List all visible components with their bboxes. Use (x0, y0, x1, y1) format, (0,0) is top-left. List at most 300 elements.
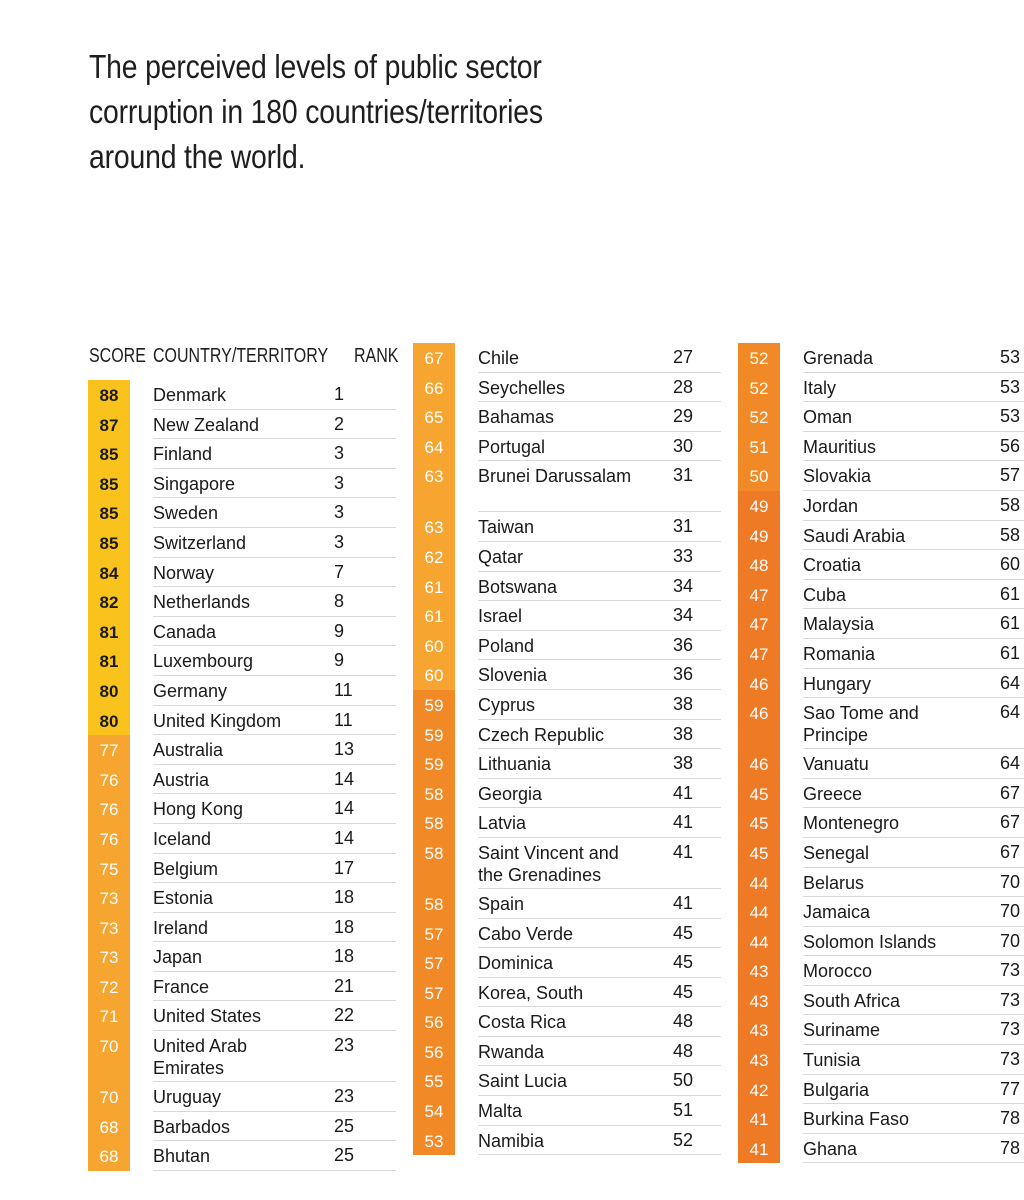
table-row (88, 439, 396, 469)
table-row (738, 343, 1024, 373)
rank-cell: 41 (673, 841, 694, 862)
rank-cell: 22 (334, 1005, 355, 1026)
country-name: Solomon Islands (803, 931, 937, 952)
rank-cell: 45 (673, 952, 694, 973)
rank-cell: 38 (673, 723, 694, 744)
table-row (88, 646, 396, 676)
rank-cell: 61 (1000, 583, 1021, 604)
table-row (88, 942, 396, 972)
rank-cell: 14 (334, 798, 355, 819)
score-cell: 50 (738, 461, 780, 491)
country-cell (803, 698, 1024, 749)
country-name: Qatar (478, 546, 524, 567)
country-cell (803, 868, 1024, 898)
country-name: Uruguay (153, 1087, 222, 1108)
rank-cell: 52 (673, 1129, 694, 1150)
score-cell: 43 (738, 1045, 780, 1075)
rank-cell: 30 (673, 435, 694, 456)
rank-cell: 41 (673, 812, 694, 833)
country-name: Croatia (803, 555, 862, 576)
table-row (88, 1001, 396, 1031)
rank-cell: 70 (1000, 930, 1021, 951)
rank-cell: 23 (334, 1035, 355, 1056)
table-row (413, 948, 721, 978)
country-name: Slovakia (803, 466, 872, 487)
score-cell: 73 (88, 942, 130, 972)
country-name: Sweden (153, 503, 219, 524)
country-cell (803, 956, 1024, 986)
table-row (413, 432, 721, 462)
table-row (738, 639, 1024, 669)
score-cell: 57 (413, 948, 455, 978)
score-cell: 60 (413, 660, 455, 690)
rank-cell: 64 (1000, 753, 1021, 774)
rank-header: RANK (354, 345, 399, 367)
country-cell (803, 1015, 1024, 1045)
score-cell: 76 (88, 794, 130, 824)
table-row (738, 580, 1024, 610)
country-name: Montenegro (803, 813, 900, 834)
rank-cell: 67 (1000, 812, 1021, 833)
score-cell: 62 (413, 542, 455, 572)
table-row (88, 706, 396, 736)
country-name: Slovenia (478, 665, 548, 686)
country-name: Oman (803, 407, 853, 428)
rank-cell: 67 (1000, 841, 1021, 862)
country-name: Brunei Darussalam (478, 466, 632, 487)
rank-cell: 23 (334, 1086, 355, 1107)
score-cell: 85 (88, 469, 130, 499)
table-row (88, 765, 396, 795)
country-cell (803, 491, 1024, 521)
table-row (413, 631, 721, 661)
table-row (738, 838, 1024, 868)
score-cell: 68 (88, 1112, 130, 1142)
rank-cell: 77 (1000, 1078, 1021, 1099)
country-name: Malta (478, 1101, 523, 1122)
table-row (738, 1134, 1024, 1164)
rank-cell: 45 (673, 981, 694, 1002)
table-row (738, 897, 1024, 927)
country-name: Malaysia (803, 614, 875, 635)
score-cell: 57 (413, 919, 455, 949)
rank-cell: 2 (334, 413, 345, 434)
rank-cell: 67 (1000, 782, 1021, 803)
score-cell: 43 (738, 986, 780, 1016)
country-name: Italy (803, 377, 837, 398)
country-cell (803, 402, 1024, 432)
country-cell (803, 580, 1024, 610)
score-cell: 44 (738, 927, 780, 957)
rank-cell: 28 (673, 376, 694, 397)
rank-cell: 41 (673, 782, 694, 803)
rank-cell: 53 (1000, 406, 1021, 427)
rank-cell: 53 (1000, 347, 1021, 367)
score-cell: 64 (413, 432, 455, 462)
country-name: Canada (153, 621, 217, 642)
table-row (88, 972, 396, 1002)
country-cell (803, 550, 1024, 580)
country-name: Costa Rica (478, 1012, 567, 1033)
score-cell: 65 (413, 402, 455, 432)
country-cell (803, 609, 1024, 639)
table-row (413, 461, 721, 512)
country-name: Cuba (803, 584, 847, 605)
rank-cell: 36 (673, 664, 694, 685)
score-cell: 81 (88, 617, 130, 647)
score-cell: 63 (413, 461, 455, 512)
country-name: Cyprus (478, 694, 536, 715)
rank-cell: 9 (334, 650, 345, 671)
table-row (413, 690, 721, 720)
country-name: Grenada (803, 348, 874, 368)
rank-cell: 31 (673, 516, 694, 537)
country-name: Namibia (478, 1130, 545, 1151)
country-name: Australia (153, 740, 224, 761)
score-cell: 81 (88, 646, 130, 676)
table-row (413, 838, 721, 889)
score-cell: 44 (738, 868, 780, 898)
table-row (413, 402, 721, 432)
table-row (413, 343, 721, 373)
country-name: United Kingdom (153, 710, 282, 731)
table-row (738, 1075, 1024, 1105)
table-row (413, 660, 721, 690)
country-cell (803, 461, 1024, 491)
score-cell: 53 (413, 1126, 455, 1156)
score-cell: 56 (413, 1007, 455, 1037)
rank-cell: 48 (673, 1040, 694, 1061)
table-row (413, 808, 721, 838)
score-cell: 45 (738, 779, 780, 809)
country-name: Seychelles (478, 377, 566, 398)
country-name: Switzerland (153, 532, 247, 553)
table-row (413, 1007, 721, 1037)
table-row (88, 883, 396, 913)
table-row (738, 550, 1024, 580)
table-row (88, 676, 396, 706)
table-row (738, 927, 1024, 957)
table-row (738, 402, 1024, 432)
table-row (738, 669, 1024, 699)
country-cell (803, 838, 1024, 868)
country-cell (803, 779, 1024, 809)
table-row (738, 779, 1024, 809)
score-cell: 77 (88, 735, 130, 765)
table-row (88, 1031, 396, 1082)
rank-cell: 18 (334, 946, 355, 967)
score-cell: 75 (88, 854, 130, 884)
country-name: France (153, 976, 210, 997)
table-row (88, 528, 396, 558)
table-row (413, 919, 721, 949)
score-cell: 52 (738, 373, 780, 403)
table-row (88, 1112, 396, 1142)
score-cell: 85 (88, 498, 130, 528)
score-cell: 80 (88, 676, 130, 706)
table-row (738, 1015, 1024, 1045)
score-cell: 71 (88, 1001, 130, 1031)
score-cell: 59 (413, 720, 455, 750)
country-cell (803, 521, 1024, 551)
score-cell: 49 (738, 521, 780, 551)
rank-cell: 3 (334, 502, 345, 523)
rank-cell: 1 (334, 384, 345, 404)
country-cell (803, 639, 1024, 669)
rank-cell: 57 (1000, 465, 1021, 486)
table-row (738, 956, 1024, 986)
country-cell (803, 1104, 1024, 1134)
table-row (738, 461, 1024, 491)
rank-cell: 58 (1000, 524, 1021, 545)
score-cell: 59 (413, 749, 455, 779)
country-name: Belarus (803, 872, 865, 893)
rank-cell: 3 (334, 443, 345, 464)
score-cell: 58 (413, 889, 455, 919)
rank-cell: 14 (334, 827, 355, 848)
country-name: Taiwan (478, 517, 535, 538)
rank-cell: 64 (1000, 702, 1021, 723)
table-row (738, 808, 1024, 838)
country-name: Singapore (153, 473, 236, 494)
country-name: Korea, South (478, 982, 584, 1003)
country-name: Ghana (803, 1138, 858, 1159)
country-name: Barbados (153, 1116, 231, 1137)
score-cell: 61 (413, 572, 455, 602)
score-cell: 70 (88, 1031, 130, 1082)
table-row (88, 498, 396, 528)
country-name: Botswana (478, 576, 558, 597)
country-name: Denmark (153, 385, 227, 405)
score-cell: 68 (88, 1141, 130, 1171)
country-cell (803, 343, 1024, 373)
page-title: The perceived levels of public sector corruption in 180 countries/territories around the world. (89, 48, 543, 175)
country-name: Mauritius (803, 436, 877, 457)
table-row (738, 609, 1024, 639)
score-cell: 84 (88, 558, 130, 588)
rank-cell: 27 (673, 347, 694, 367)
rank-cell: 21 (334, 975, 355, 996)
rank-cell: 64 (1000, 672, 1021, 693)
rank-cell: 36 (673, 634, 694, 655)
country-name: Cabo Verde (478, 923, 574, 944)
country-name: Rwanda (478, 1041, 545, 1062)
score-cell: 70 (88, 1082, 130, 1112)
table-row (88, 854, 396, 884)
rank-cell: 34 (673, 575, 694, 596)
country-name: Latvia (478, 813, 527, 834)
country-cell (803, 669, 1024, 699)
table-row (738, 1104, 1024, 1134)
country-cell (803, 986, 1024, 1016)
country-cell (803, 808, 1024, 838)
table-row (88, 1141, 396, 1171)
score-cell: 82 (88, 587, 130, 617)
score-cell: 52 (738, 402, 780, 432)
country-name: Czech Republic (478, 724, 605, 745)
country-name: United States (153, 1006, 262, 1027)
country-name: Burkina Faso (803, 1109, 910, 1130)
score-cell: 41 (738, 1134, 780, 1164)
rank-cell: 33 (673, 545, 694, 566)
score-table-column-3 (738, 343, 1024, 1163)
country-name: Norway (153, 562, 215, 583)
score-cell: 44 (738, 897, 780, 927)
country-name: Greece (803, 783, 863, 804)
country-cell (803, 1045, 1024, 1075)
table-row (413, 542, 721, 572)
table-row (413, 572, 721, 602)
table-row (88, 617, 396, 647)
score-cell: 76 (88, 765, 130, 795)
score-cell: 55 (413, 1066, 455, 1096)
country-name: Lithuania (478, 754, 552, 775)
score-cell: 67 (413, 343, 455, 373)
country-name: Luxembourg (153, 651, 254, 672)
rank-cell: 31 (673, 465, 694, 486)
rank-cell: 56 (1000, 435, 1021, 456)
country-name: Ireland (153, 917, 209, 938)
table-row (738, 432, 1024, 462)
country-name: Bhutan (153, 1146, 211, 1167)
country-name: Dominica (478, 953, 554, 974)
country-name: Bulgaria (803, 1079, 870, 1100)
score-cell: 49 (738, 491, 780, 521)
country-name: South Africa (803, 990, 901, 1011)
rank-cell: 38 (673, 753, 694, 774)
score-cell: 58 (413, 838, 455, 889)
country-name: Georgia (478, 783, 543, 804)
score-table-column-1 (88, 343, 399, 1171)
score-cell: 43 (738, 1015, 780, 1045)
rank-cell: 17 (334, 857, 355, 878)
table-row (738, 373, 1024, 403)
table-row (738, 1045, 1024, 1075)
rank-cell: 58 (1000, 494, 1021, 515)
rank-cell: 29 (673, 406, 694, 427)
table-row (738, 868, 1024, 898)
score-cell: 57 (413, 978, 455, 1008)
table-row (413, 749, 721, 779)
score-cell: 43 (738, 956, 780, 986)
country-cell (803, 1134, 1024, 1164)
score-table-column-2 (413, 343, 721, 1155)
rank-cell: 41 (673, 892, 694, 913)
score-cell: 66 (413, 373, 455, 403)
table-row (413, 512, 721, 542)
score-cell: 48 (738, 550, 780, 580)
score-cell: 46 (738, 669, 780, 699)
table-row (88, 794, 396, 824)
table-row (738, 749, 1024, 779)
rank-cell: 53 (1000, 376, 1021, 397)
table-row (413, 889, 721, 919)
table-row (413, 1126, 721, 1156)
country-name: Poland (478, 635, 535, 656)
country-name: Romania (803, 643, 876, 664)
score-cell: 42 (738, 1075, 780, 1105)
country-name: Hong Kong (153, 799, 244, 820)
country-name: Saint Lucia (478, 1071, 568, 1092)
score-cell: 61 (413, 601, 455, 631)
score-cell: 60 (413, 631, 455, 661)
country-name: Bahamas (478, 407, 555, 428)
score-cell: 58 (413, 808, 455, 838)
score-cell: 56 (413, 1037, 455, 1067)
rank-cell: 9 (334, 620, 345, 641)
rank-cell: 73 (1000, 989, 1021, 1010)
country-name: Vanuatu (803, 754, 869, 775)
rank-cell: 70 (1000, 871, 1021, 892)
score-cell: 85 (88, 528, 130, 558)
score-cell: 88 (88, 380, 130, 410)
rank-cell: 8 (334, 591, 345, 612)
rank-cell: 70 (1000, 901, 1021, 922)
table-row (413, 779, 721, 809)
score-cell: 73 (88, 883, 130, 913)
country-name: Saint Vincent and the Grenadines (478, 842, 619, 885)
score-cell: 47 (738, 609, 780, 639)
country-name: Chile (478, 348, 520, 368)
country-name: Austria (153, 769, 210, 790)
rank-cell: 18 (334, 916, 355, 937)
country-name: Iceland (153, 828, 212, 849)
score-cell: 72 (88, 972, 130, 1002)
score-cell: 47 (738, 580, 780, 610)
table-row (413, 720, 721, 750)
rank-cell: 51 (673, 1100, 694, 1121)
table-row (88, 469, 396, 499)
country-name: Germany (153, 680, 228, 701)
rank-cell: 73 (1000, 1049, 1021, 1070)
table-row (738, 491, 1024, 521)
country-cell (803, 749, 1024, 779)
table-row (413, 601, 721, 631)
score-header: SCORE (89, 345, 146, 367)
score-cell: 45 (738, 808, 780, 838)
country-name: Spain (478, 893, 525, 914)
country-cell (803, 897, 1024, 927)
rank-cell: 11 (334, 709, 353, 730)
table-row (88, 558, 396, 588)
table-row (88, 824, 396, 854)
rank-cell: 50 (673, 1070, 694, 1091)
rank-cell: 3 (334, 472, 345, 493)
country-name: Suriname (803, 1020, 881, 1041)
rank-cell: 18 (334, 887, 355, 908)
country-cell (803, 1075, 1024, 1105)
score-cell: 54 (413, 1096, 455, 1126)
score-cell: 58 (413, 779, 455, 809)
table-row (413, 373, 721, 403)
table-row (88, 913, 396, 943)
country-cell (803, 432, 1024, 462)
country-name: Tunisia (803, 1050, 861, 1071)
score-cell: 51 (738, 432, 780, 462)
rank-cell: 61 (1000, 613, 1021, 634)
score-cell: 87 (88, 410, 130, 440)
score-cell: 41 (738, 1104, 780, 1134)
country-name: United Arab Emirates (153, 1036, 248, 1079)
score-cell: 59 (413, 690, 455, 720)
rank-cell: 25 (334, 1145, 355, 1166)
rank-cell: 7 (334, 561, 345, 582)
country-name: Belgium (153, 858, 219, 879)
rank-cell: 38 (673, 693, 694, 714)
score-cell: 46 (738, 749, 780, 779)
country-name: Japan (153, 947, 203, 968)
country-name: Finland (153, 444, 213, 465)
